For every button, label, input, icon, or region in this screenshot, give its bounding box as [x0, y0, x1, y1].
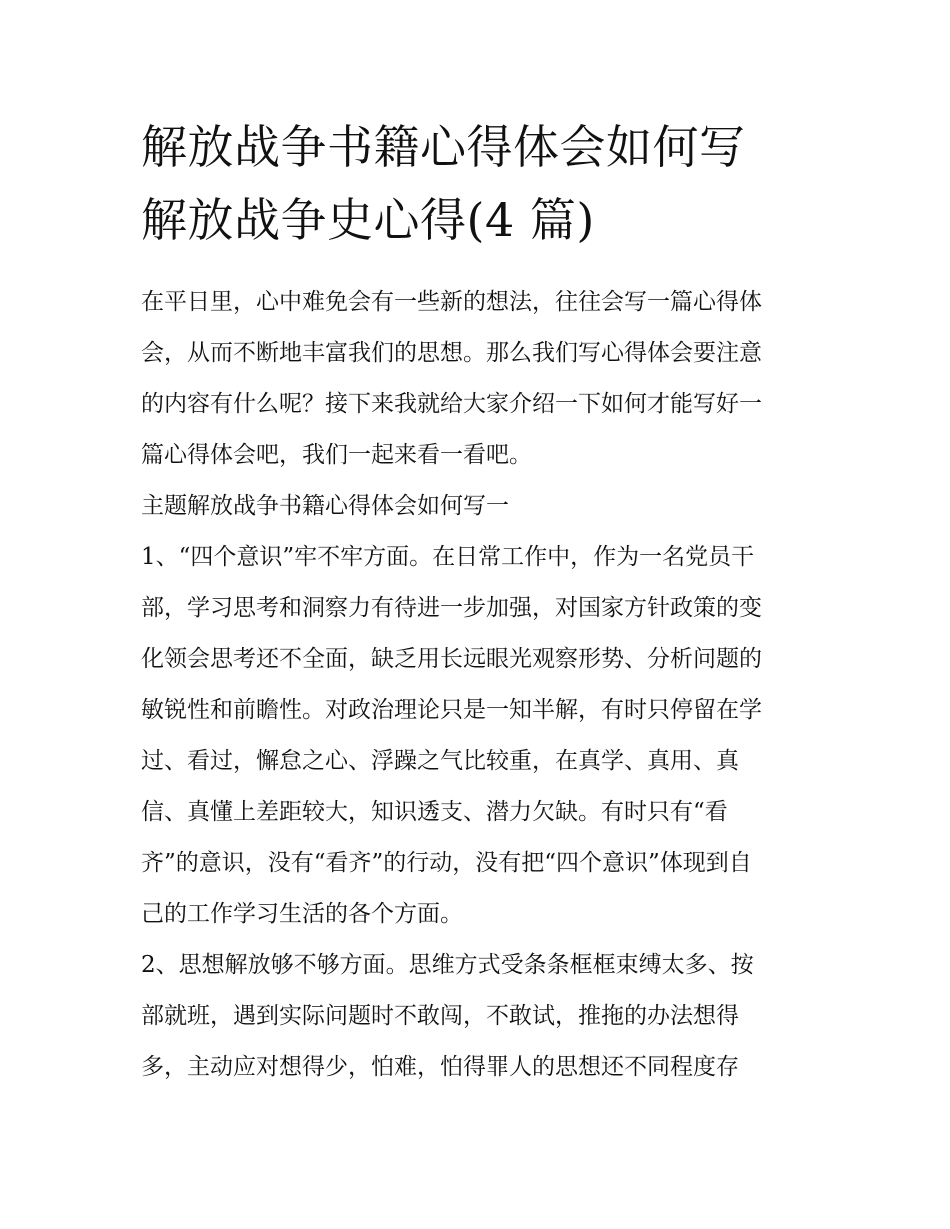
text-line: 过、看过，懈怠之心、浮躁之气比较重，在真学、真用、真	[141, 748, 739, 774]
text-line: 敏锐性和前瞻性。对政治理论只是一知半解，有时只停留在学	[141, 697, 762, 723]
point-1-paragraph	[141, 534, 821, 942]
text-line: 多，主动应对想得少，怕难，怕得罪人的思想还不同程度存	[141, 1054, 739, 1080]
text-line: 会，从而不断地丰富我们的思想。那么我们写心得体会要注意	[141, 340, 762, 366]
title-line-2: 解放战争史心得(4 篇)	[141, 193, 595, 247]
text-line: 2、思想解放够不够方面。思维方式受条条框框束缚太多、按	[141, 952, 754, 978]
text-line: 化领会思考还不全面，缺乏用长远眼光观察形势、分析问题的	[141, 646, 762, 672]
text-line: 己的工作学习生活的各个方面。	[141, 901, 463, 927]
point-2-paragraph	[141, 942, 821, 1095]
text-line: 信、真懂上差距较大，知识透支、潜力欠缺。有时只有“看	[141, 799, 728, 825]
text-line: 齐”的意识，没有“看齐”的行动，没有把“四个意识”体现到自	[141, 850, 752, 876]
text-line: 主题解放战争书籍心得体会如何写一	[141, 493, 509, 519]
text-line: 1、“四个意识”牢不牢方面。在日常工作中，作为一名党员干	[141, 544, 755, 570]
title-line-1: 解放战争书籍心得体会如何写	[141, 120, 746, 174]
section-heading	[141, 483, 821, 534]
text-line: 部，学习思考和洞察力有待进一步加强，对国家方针政策的变	[141, 595, 762, 621]
intro-paragraph	[141, 279, 821, 483]
document-body	[141, 279, 821, 1095]
document-title	[141, 111, 841, 257]
text-line: 的内容有什么呢？接下来我就给大家介绍一下如何才能写好一	[141, 391, 762, 417]
text-line: 篇心得体会吧，我们一起来看一看吧。	[141, 442, 532, 468]
text-line: 在平日里，心中难免会有一些新的想法，往往会写一篇心得体	[141, 289, 762, 315]
text-line: 部就班，遇到实际问题时不敢闯，不敢试，推拖的办法想得	[141, 1003, 739, 1029]
